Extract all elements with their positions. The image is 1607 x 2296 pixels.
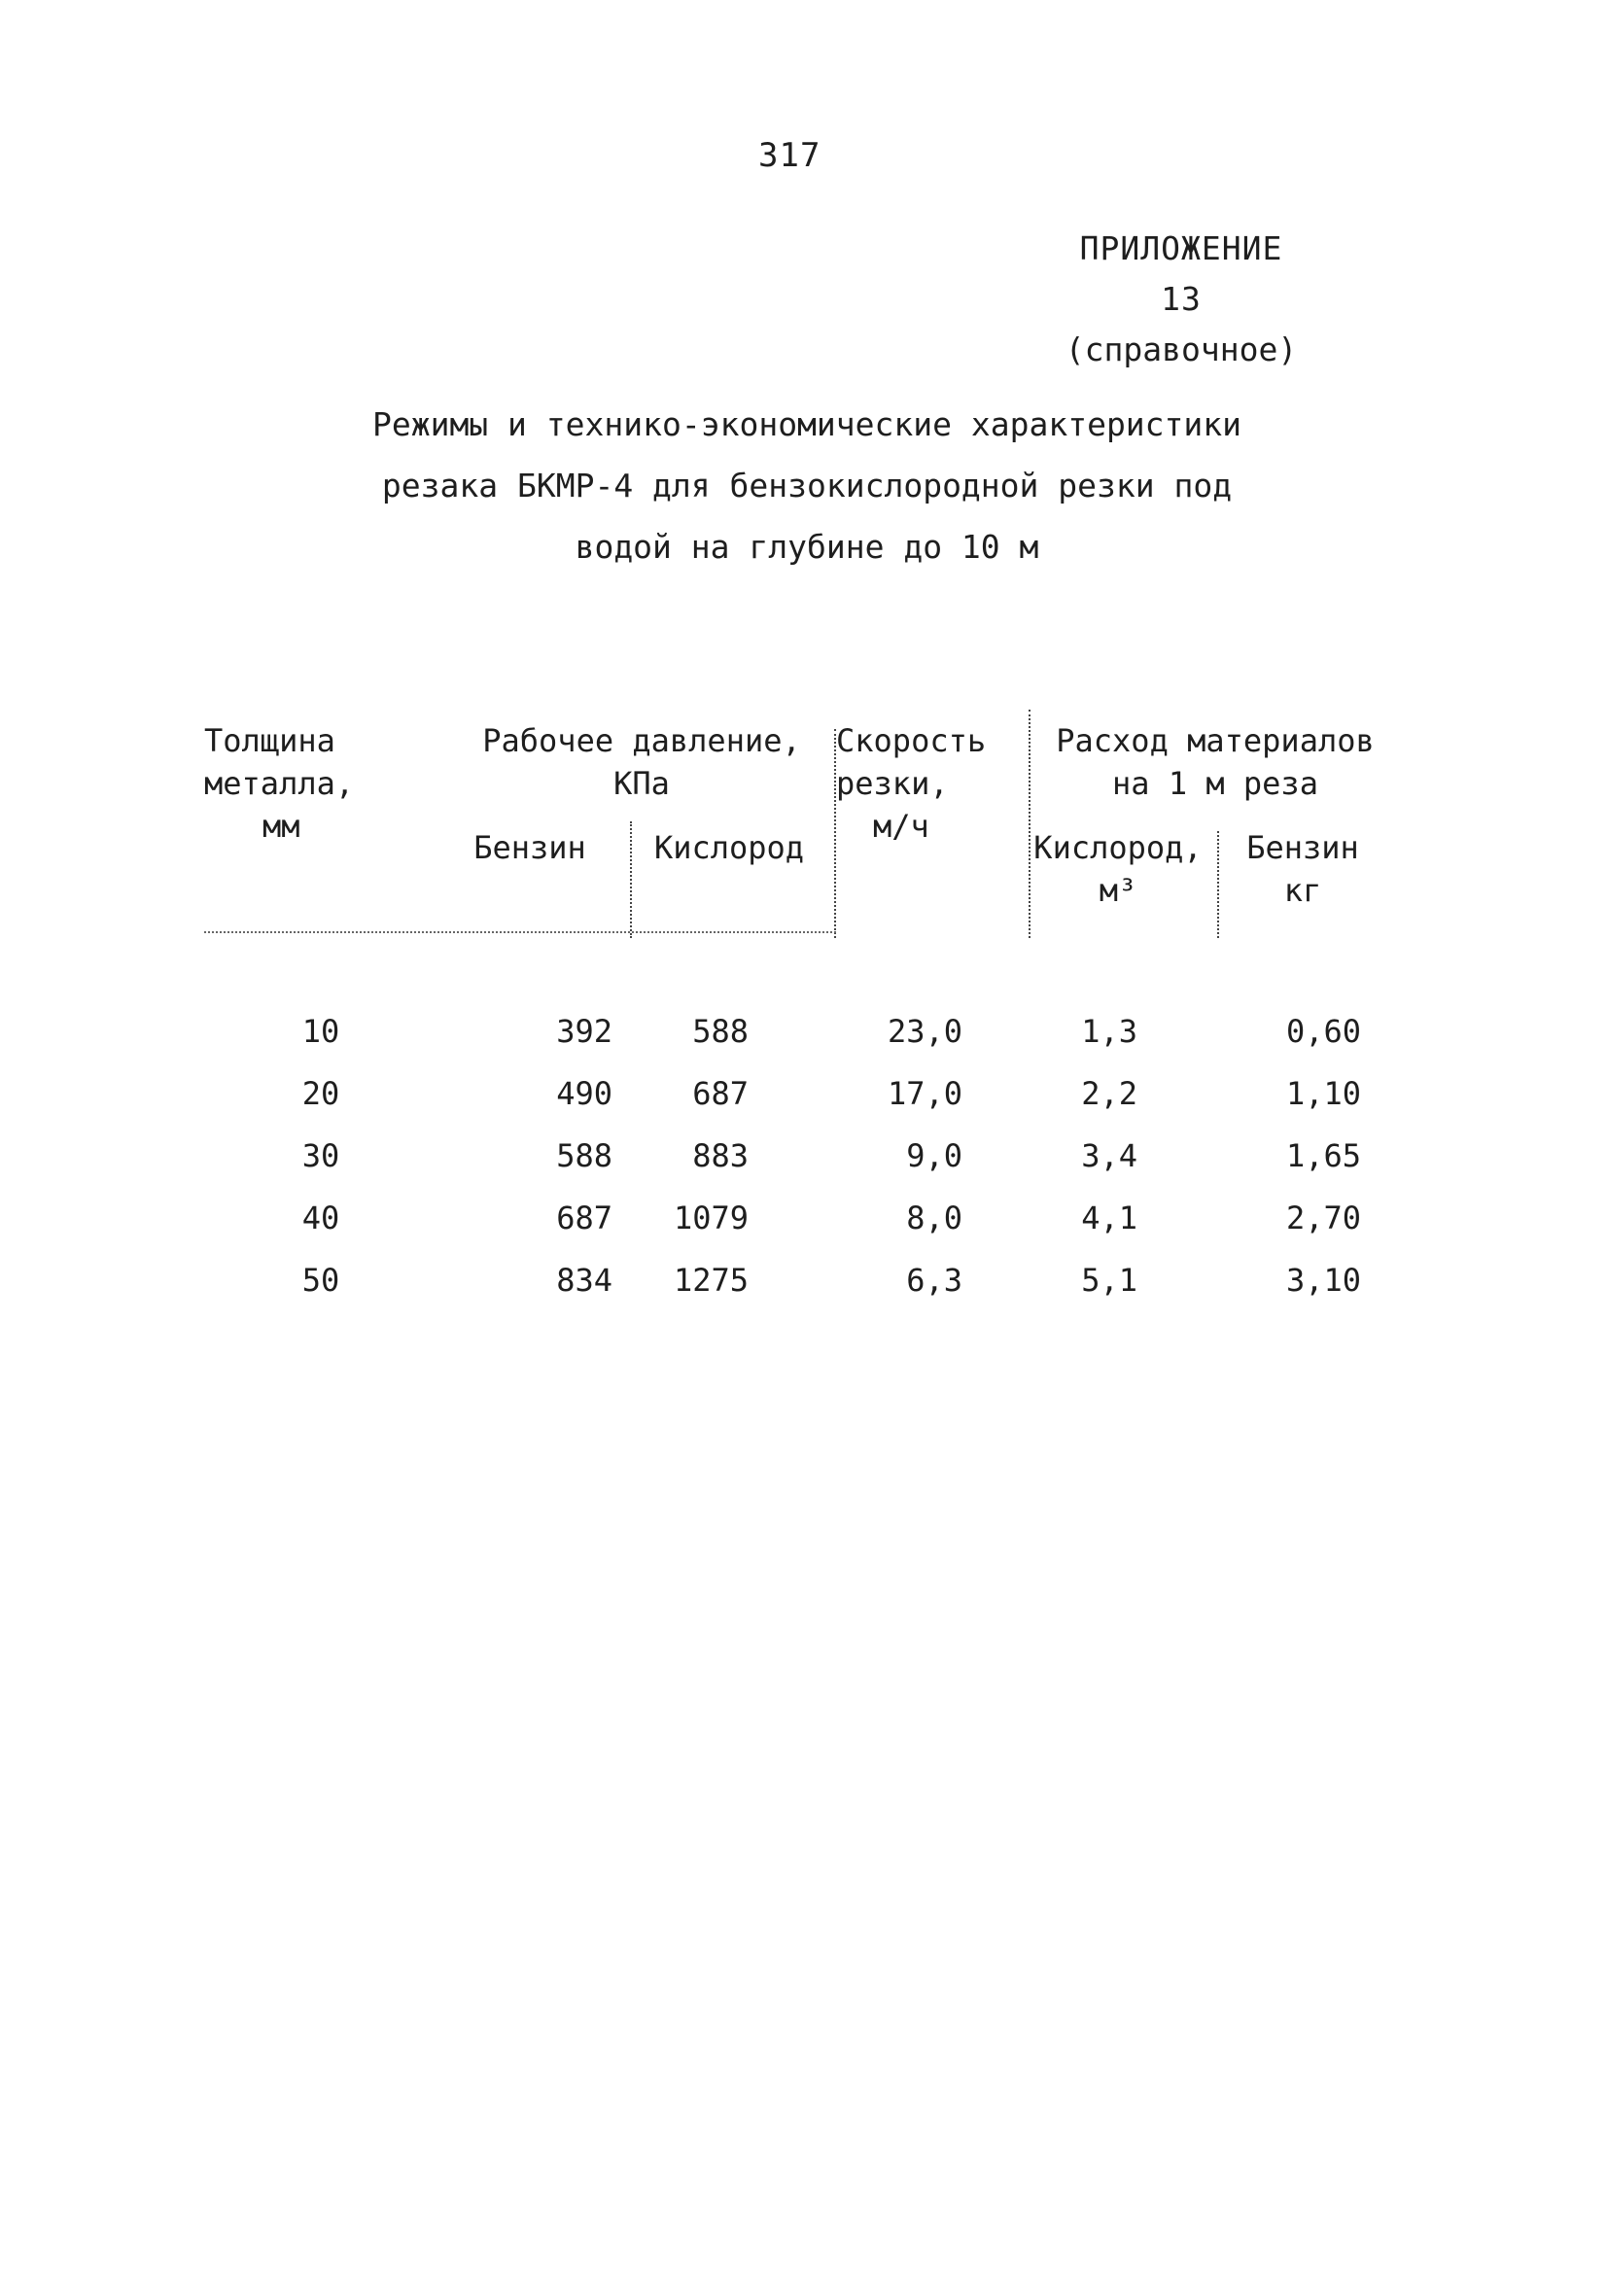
divider-speed bbox=[834, 729, 836, 938]
cell-oxygen-pressure: 1275 bbox=[673, 1262, 749, 1299]
cell-speed: 9,0 bbox=[906, 1137, 962, 1174]
cell-oxygen-consumption: 1,3 bbox=[1081, 1013, 1137, 1050]
table-row bbox=[204, 1001, 1400, 1061]
title-line-1: Режимы и технико-экономические характеристики bbox=[371, 405, 1242, 443]
cell-benzin-pressure: 588 bbox=[556, 1137, 612, 1174]
cutting-modes-table bbox=[204, 710, 1400, 1312]
divider-consumption bbox=[1029, 710, 1031, 938]
header-pressure-benzin: Бензин bbox=[473, 829, 586, 866]
cell-benzin-pressure: 687 bbox=[556, 1200, 612, 1236]
cell-speed: 23,0 bbox=[887, 1013, 962, 1050]
cell-oxygen-consumption: 3,4 bbox=[1081, 1137, 1137, 1174]
header-speed: Скорость резки, м/ч bbox=[836, 722, 987, 845]
cell-oxygen-pressure: 588 bbox=[692, 1013, 749, 1050]
cell-speed: 17,0 bbox=[887, 1075, 962, 1112]
cell-benzin-consumption: 3,10 bbox=[1285, 1262, 1361, 1299]
divider-pressure bbox=[630, 821, 632, 938]
cell-oxygen-pressure: 883 bbox=[692, 1137, 749, 1174]
header-rule bbox=[204, 931, 836, 933]
cell-benzin-consumption: 0,60 bbox=[1285, 1013, 1361, 1050]
cell-thickness: 50 bbox=[301, 1262, 340, 1299]
cell-oxygen-consumption: 4,1 bbox=[1081, 1200, 1137, 1236]
title-line-3: водой на глубине до 10 м bbox=[575, 528, 1039, 566]
appendix-note: (справочное) bbox=[1065, 330, 1298, 368]
header-thickness: Толщина металла, мм bbox=[204, 722, 355, 845]
cell-benzin-consumption: 1,65 bbox=[1285, 1137, 1361, 1174]
cell-benzin-consumption: 2,70 bbox=[1285, 1200, 1361, 1236]
title-line-2: резака БКМР-4 для бензокислородной резки под bbox=[381, 467, 1233, 504]
cell-thickness: 40 bbox=[301, 1200, 340, 1236]
table-row bbox=[204, 1188, 1400, 1248]
cell-speed: 8,0 bbox=[906, 1200, 962, 1236]
page-number: 317 bbox=[758, 136, 821, 175]
cell-oxygen-consumption: 5,1 bbox=[1081, 1262, 1137, 1299]
cell-thickness: 20 bbox=[301, 1075, 340, 1112]
cell-benzin-consumption: 1,10 bbox=[1285, 1075, 1361, 1112]
header-pressure: Рабочее давление, КПа bbox=[482, 722, 801, 802]
divider-consumption-sub bbox=[1217, 831, 1219, 938]
appendix-label: ПРИЛОЖЕНИЕ 13 bbox=[1079, 229, 1283, 318]
header-pressure-oxygen: Кислород bbox=[653, 829, 805, 866]
cell-benzin-pressure: 834 bbox=[556, 1262, 612, 1299]
cell-oxygen-pressure: 1079 bbox=[673, 1200, 749, 1236]
cell-speed: 6,3 bbox=[906, 1262, 962, 1299]
cell-benzin-pressure: 490 bbox=[556, 1075, 612, 1112]
document-title bbox=[321, 394, 1293, 577]
header-consumption-oxygen: Кислород, м³ bbox=[1033, 829, 1203, 909]
cell-thickness: 30 bbox=[301, 1137, 340, 1174]
table-row bbox=[204, 1250, 1400, 1310]
cell-oxygen-pressure: 687 bbox=[692, 1075, 749, 1112]
appendix-heading bbox=[1055, 224, 1308, 375]
header-consumption: Расход материалов на 1 м реза bbox=[1056, 722, 1375, 802]
cell-oxygen-consumption: 2,2 bbox=[1081, 1075, 1137, 1112]
cell-benzin-pressure: 392 bbox=[556, 1013, 612, 1050]
table-row bbox=[204, 1126, 1400, 1186]
header-consumption-benzin: Бензин кг bbox=[1246, 829, 1359, 909]
cell-thickness: 10 bbox=[301, 1013, 340, 1050]
table-row bbox=[204, 1063, 1400, 1124]
